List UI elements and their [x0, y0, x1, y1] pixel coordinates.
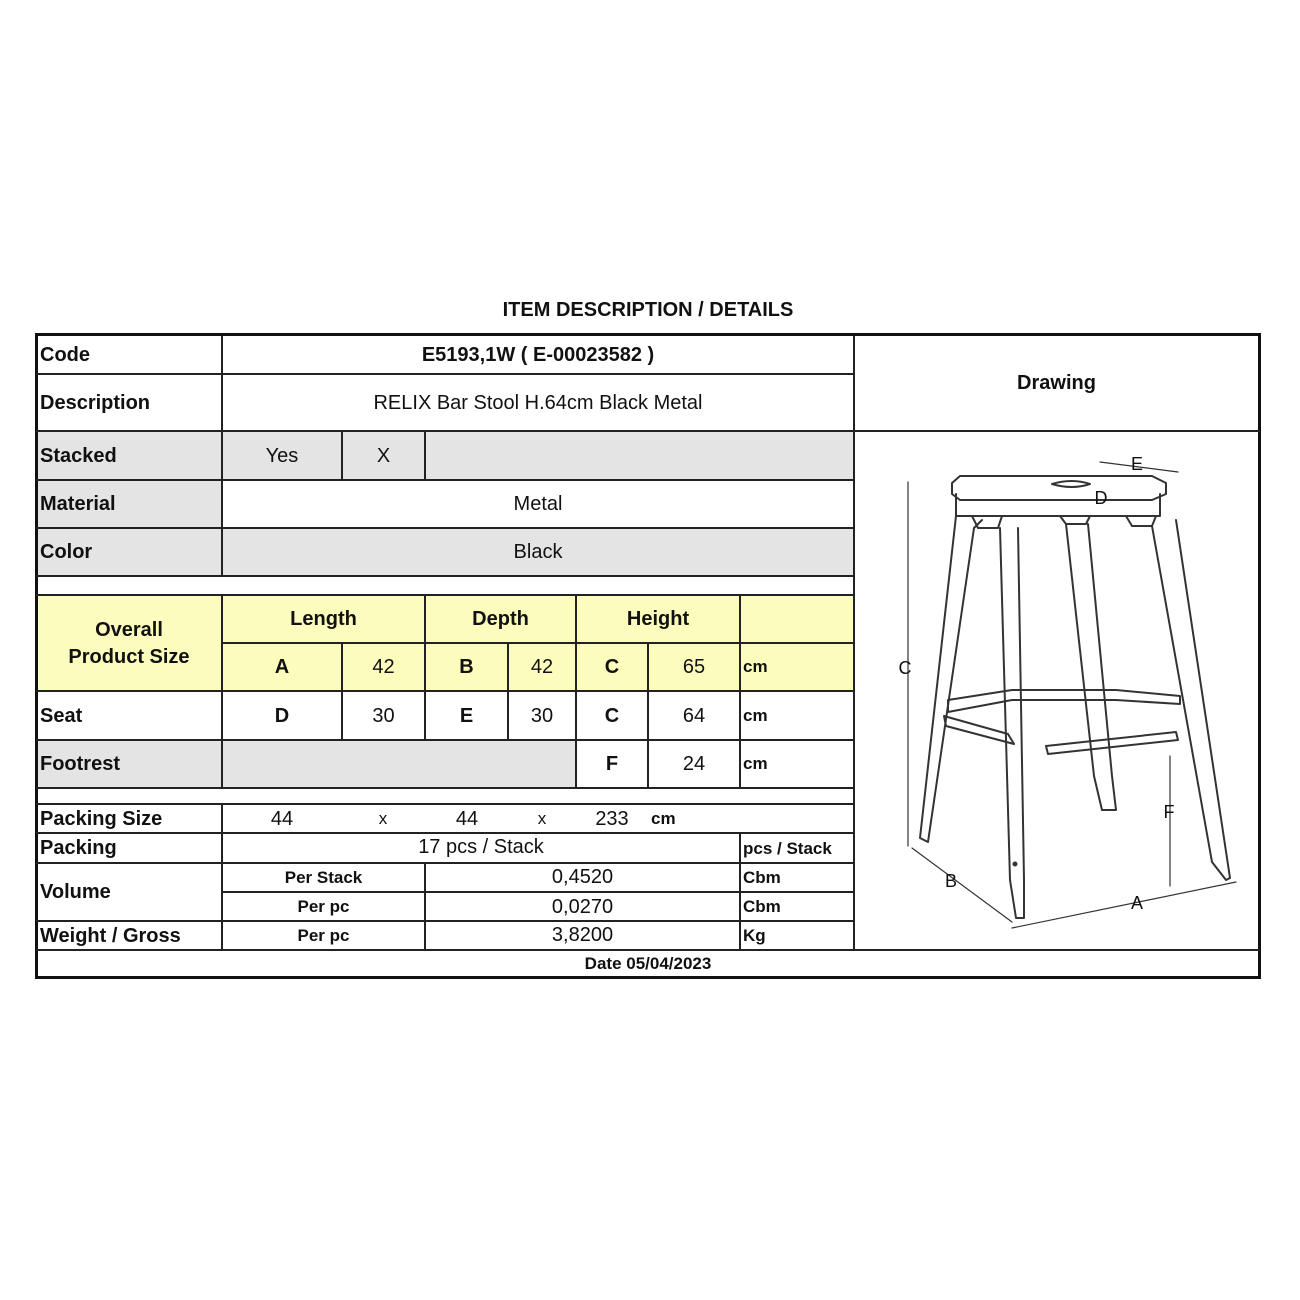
- height-header: Height: [626, 608, 690, 630]
- drawing-label-f: F: [1163, 801, 1175, 822]
- footrest-letter-f: F: [605, 752, 619, 775]
- drawing-label-c: C: [898, 657, 912, 678]
- packing-size-length: 44: [270, 807, 294, 830]
- dim-letter-c: C: [604, 655, 620, 678]
- weight-value: 3,8200: [551, 923, 614, 946]
- packing-value: 17 pcs / Stack: [418, 836, 544, 858]
- code-value: E5193,1W ( E-00023582 ): [421, 343, 655, 366]
- color-value: Black: [513, 540, 563, 563]
- stacked-mark: X: [376, 444, 391, 467]
- footrest-bars: [948, 690, 1180, 712]
- packing-size-width: 44: [455, 807, 479, 830]
- seat-label: Seat: [40, 704, 83, 727]
- dim-line-a: [1012, 882, 1236, 928]
- dim-value-b: 42: [530, 655, 554, 678]
- seat-value-c: 64: [682, 704, 706, 727]
- packing-size-x2: x: [537, 809, 547, 828]
- seat-top: [952, 476, 1166, 500]
- footrest-unit: cm: [743, 754, 768, 773]
- date-footer: Date 05/04/2023: [584, 953, 712, 973]
- weight-unit: Kg: [743, 926, 766, 945]
- seat-value-d: 30: [372, 704, 395, 727]
- overall-size-label: Overall Product Size: [68, 618, 190, 668]
- packing-unit: pcs / Stack: [743, 838, 832, 858]
- seat-value-e: 30: [530, 704, 554, 727]
- packing-label: Packing: [40, 837, 117, 859]
- volume-per-pc-value: 0,0270: [551, 895, 614, 918]
- packing-size-label: Packing Size: [40, 807, 163, 830]
- stacked-label: Stacked: [40, 444, 117, 467]
- dim-value-a: 42: [372, 655, 395, 678]
- drawing-label-e: E: [1130, 453, 1143, 474]
- seat-letter-c: C: [604, 704, 620, 727]
- drawing-label-d: D: [1094, 487, 1108, 508]
- seat-apron: [956, 494, 1160, 516]
- color-label: Color: [40, 540, 93, 563]
- volume-unit-1: Cbm: [743, 867, 781, 887]
- footrest-value-f: 24: [682, 752, 706, 775]
- volume-label: Volume: [40, 881, 111, 903]
- leg-front-left: [920, 516, 974, 842]
- volume-per-pc-label: Per pc: [297, 897, 350, 916]
- leg-front-right: [1152, 520, 1230, 880]
- dim-line-b: [912, 848, 1012, 922]
- seat-handle: [1052, 481, 1090, 487]
- seat-letter-e: E: [459, 704, 474, 727]
- depth-header: Depth: [472, 608, 529, 630]
- drawing-label-a: A: [1130, 892, 1143, 913]
- material-label: Material: [40, 492, 116, 515]
- weight-per-label: Per pc: [297, 926, 350, 945]
- dim-letter-b: B: [459, 655, 474, 678]
- volume-per-stack-label: Per Stack: [284, 867, 363, 887]
- description-label: Description: [40, 391, 151, 414]
- drawing-title: Drawing: [1017, 372, 1096, 394]
- packing-size-height: 233: [595, 807, 629, 830]
- overall-unit: cm: [743, 657, 768, 676]
- code-label: Code: [40, 343, 90, 366]
- weight-label: Weight / Gross: [40, 924, 181, 947]
- packing-size-x1: x: [378, 809, 388, 828]
- volume-per-stack-value: 0,4520: [551, 866, 614, 888]
- dim-value-c: 65: [682, 655, 706, 678]
- description-value: RELIX Bar Stool H.64cm Black Metal: [373, 391, 703, 414]
- seat-letter-d: D: [274, 704, 290, 727]
- length-header: Length: [290, 608, 357, 630]
- material-value: Metal: [513, 492, 563, 515]
- bar-stool-drawing: [890, 450, 1250, 940]
- page-title: ITEM DESCRIPTION / DETAILS: [502, 299, 794, 321]
- drawing-label-b: B: [944, 870, 957, 891]
- seat-unit: cm: [743, 706, 768, 725]
- volume-unit-2: Cbm: [743, 897, 781, 916]
- footrest-label: Footrest: [40, 752, 120, 775]
- leg-back-left: [1000, 528, 1024, 918]
- packing-size-unit: cm: [651, 809, 676, 828]
- dim-letter-a: A: [274, 655, 290, 678]
- leg-back-right: [1066, 524, 1116, 810]
- stacked-yes: Yes: [265, 444, 299, 467]
